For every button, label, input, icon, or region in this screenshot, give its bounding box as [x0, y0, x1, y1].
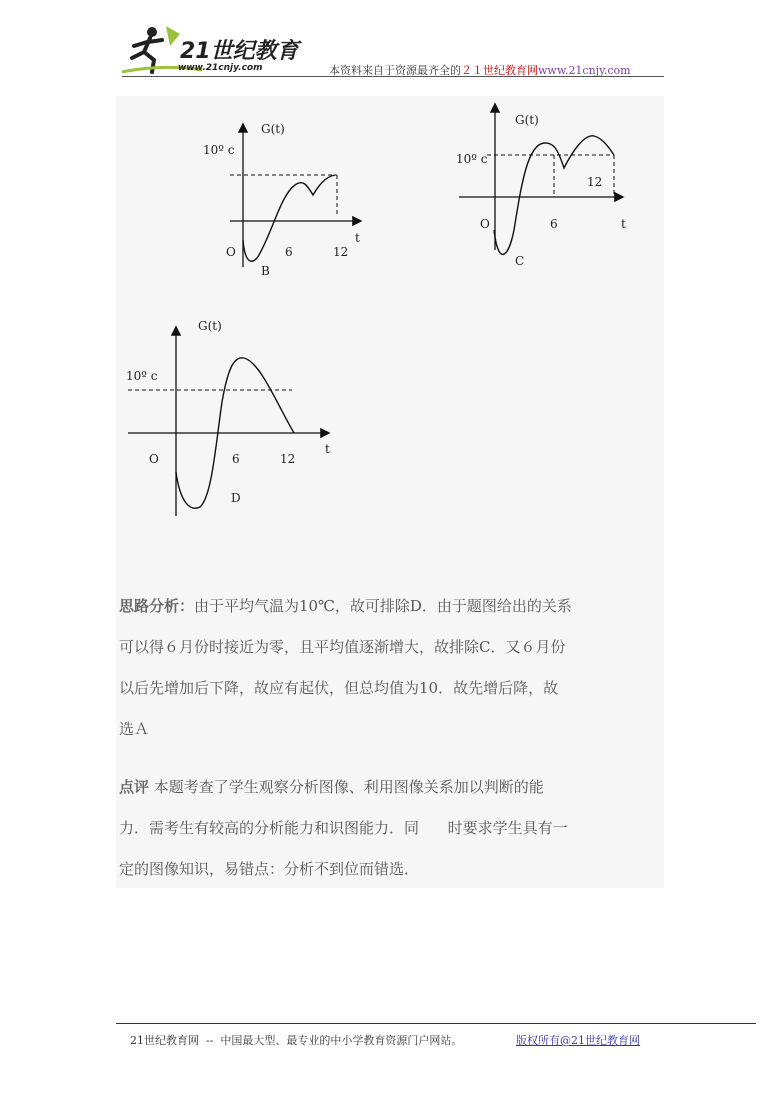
analysis-text-1: 由于平均气温为10℃，故可排除D．由于题图给出的关系: [194, 597, 572, 615]
review-line-3: 定的图像知识，易错点：分析不到位而错选．: [119, 860, 420, 878]
ylabel: G(t): [515, 113, 539, 127]
origin-label: O: [149, 452, 159, 466]
graph-name: D: [231, 491, 241, 505]
tick-12: 12: [587, 175, 603, 189]
analysis-line-3: 以后先增加后下降，故应有起伏，但总均值为10．故先增后降，故: [119, 679, 559, 697]
tick-12: 12: [280, 452, 296, 466]
header-divider: [122, 76, 664, 77]
origin-label: O: [480, 217, 490, 231]
analysis-line-4: 选Ａ: [119, 720, 150, 738]
xlabel: t: [355, 231, 360, 245]
footer-text: 21世纪教育网 -- 中国最大型、最专业的中小学教育资源门户网站。: [130, 1034, 463, 1047]
tick-6: 6: [285, 245, 293, 259]
header-note-url[interactable]: www.21cnjy.com: [538, 64, 631, 77]
analysis-lead: 思路分析：: [119, 597, 195, 615]
analysis-line-1: [119, 586, 664, 627]
tick-6: 6: [232, 452, 240, 466]
analysis-line-2: 可以得６月份时接近为零，且平均值逐渐增大，故排除C．又６月份: [119, 638, 566, 656]
footer-copyright-link[interactable]: 版权所有@21世纪教育网: [516, 1034, 640, 1047]
xlabel: t: [325, 442, 330, 456]
tick-6: 6: [550, 217, 558, 231]
site-logo: [122, 20, 322, 78]
level-label: 10º c: [203, 143, 235, 157]
svg-text:www.21cnjy.com: www.21cnjy.com: [178, 63, 263, 73]
graph-name: C: [515, 254, 525, 268]
graph-d: [120, 312, 340, 522]
graph-b: [195, 115, 375, 285]
level-label: 10º c: [126, 369, 158, 383]
analysis-paragraph: [119, 586, 664, 750]
graph-name: B: [261, 264, 270, 278]
review-lead: 点评: [119, 778, 150, 796]
tick-12: 12: [333, 245, 349, 259]
ylabel: G(t): [198, 319, 222, 333]
level-label: 10º c: [456, 152, 488, 166]
review-paragraph: [119, 767, 664, 890]
header-note-prefix: 本资料来自于资源最齐全的: [329, 64, 461, 77]
origin-label: O: [226, 245, 236, 259]
graph-c: [452, 100, 642, 270]
footer-divider: [116, 1023, 756, 1024]
review-line-2: 力．需考生有较高的分析能力和识图能力．同 时要求学生具有一: [119, 819, 568, 837]
header-note-brand: ２１世纪教育网: [461, 64, 538, 77]
review-line-1: [119, 767, 664, 808]
svg-text:21世纪教育: 21世纪教育: [180, 39, 299, 64]
ylabel: G(t): [261, 122, 285, 136]
curve-c: [494, 136, 614, 255]
xlabel: t: [621, 217, 626, 231]
review-text-1: 本题考查了学生观察分析图像、利用图像关系加以判断的能: [149, 778, 544, 796]
runner-icon: [132, 27, 162, 72]
